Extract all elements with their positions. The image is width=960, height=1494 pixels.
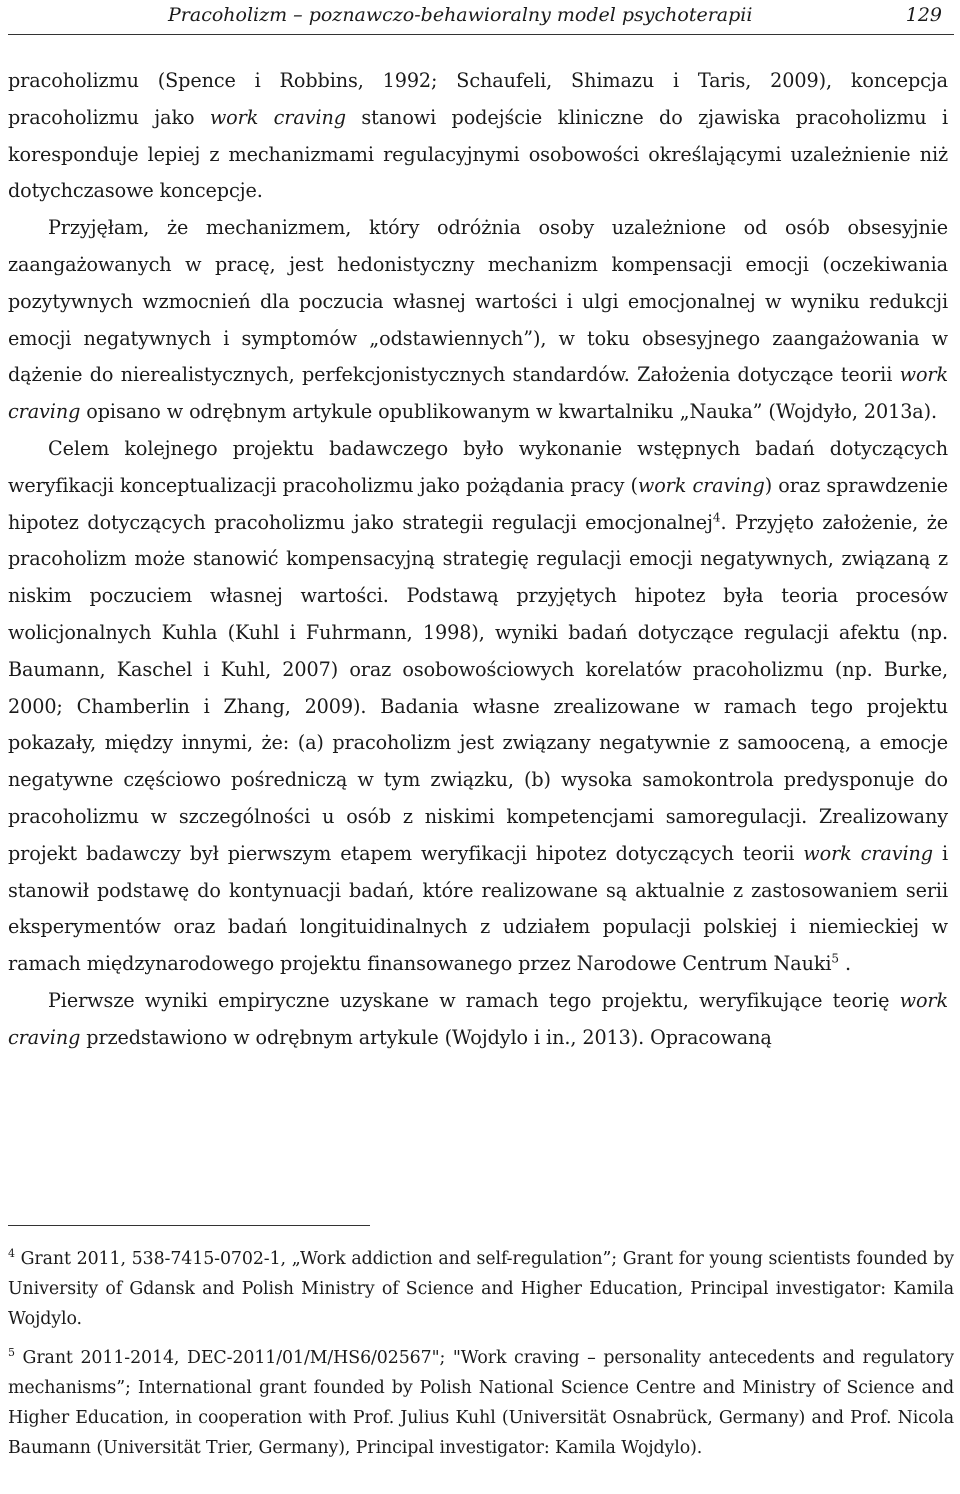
text-run: i stanowił podstawę do kontynuacji badań, które realizowane są aktualnie z zastosowaniem serii eksperymentów oraz badań longituidinalnych z udziałem populacji polskiej i niemieckiej w ramach międzynarodowego projektu finansowanego przez Narodowe Centrum Nauki — [8, 841, 948, 976]
footnote-rule — [8, 1225, 370, 1226]
footnote-4 — [8, 1244, 954, 1335]
footnote-5 — [8, 1343, 954, 1464]
footnote-ref-5[interactable]: 5 — [831, 951, 839, 966]
header-rule — [8, 34, 954, 35]
text-run: stanowi podejście kliniczne do zjawiska pracoholizmu i koresponduje lepiej z mechanizmami regulacyjnymi osobowości określającymi uzależnienie niż dotychczasowe koncepcje. — [8, 105, 948, 203]
document-page — [8, 0, 954, 1459]
footnote-mark: 5 — [8, 1345, 15, 1359]
page-number: 129 — [905, 4, 942, 26]
footnote-ref-4[interactable]: 4 — [712, 510, 721, 525]
running-title: Pracoholizm – poznawczo-behawioralny model psychoterapii — [168, 4, 753, 26]
emphasis-term: work craving — [209, 105, 346, 129]
paragraph-4 — [8, 983, 948, 1057]
body-text — [8, 63, 948, 1057]
text-run: . — [838, 952, 851, 976]
text-run: Pierwsze wyniki empiryczne uzyskane w ramach tego projektu, weryfikujące teorię — [48, 988, 900, 1012]
emphasis-term: work craving — [8, 363, 948, 424]
text-run: pracoholizmu (Spence i Robbins, 1992; Schaufeli, Shimazu i Taris, 2009), koncepcja pracoholizmu jako — [8, 69, 948, 129]
footnotes — [8, 1244, 954, 1471]
text-run: . Przyjęto założenie, że pracoholizm może stanowić kompensacyjną strategię regulacji emocji negatywnych, związaną z niskim poczuciem własnej wartości. Podstawą przyjętych hipotez była teoria procesów wolicjonalnych Kuhla (Kuhl i Fuhrmann, 1998), wyniki badań dotyczące regulacji afektu (np. Baumann, Kaschel i Kuhl, 2007) oraz osobowościowych korelatów pracoholizmu (np. Burke, 2000; Chamberlin i Zhang, 2009). Badania własne zrealizowane w ramach tego projektu pokazały, między innymi, że: (a) pracoholizm jest związany negatywnie z samooceną, a emocje negatywne częściowo pośredniczą w tym związku, (b) wysoka samokontrola predysponuje do pracoholizmu w szczególności u osób z niskimi kompetencjami samoregulacji. Zrealizowany projekt badawczy był pierwszym etapem weryfikacji hipotez dotyczących teorii — [8, 510, 949, 865]
text-run: ) oraz sprawdzenie hipotez dotyczących pracoholizmu jako strategii regulacji emocjonalnej — [8, 473, 948, 534]
emphasis-term: work craving — [637, 473, 765, 497]
paragraph-3 — [8, 431, 948, 983]
paragraph-1 — [8, 63, 948, 210]
text-run: opisano w odrębnym artykule opublikowanym w kwartalniku „Nauka” (Wojdyło, 2013a). — [80, 400, 938, 424]
emphasis-term: work craving — [803, 841, 933, 865]
emphasis-term: work craving — [8, 988, 948, 1049]
running-header — [8, 0, 948, 30]
footnote-mark: 4 — [8, 1247, 15, 1261]
footnote-text: Grant 2011, 538-7415-0702-1, „Work addiction and self-regulation”; Grant for young scientists founded by University of Gdansk and Polish Ministry of Science and Higher Education, Principal investigator: Kamila Wojdylo. — [8, 1249, 954, 1330]
paragraph-2 — [8, 210, 948, 431]
text-run: przedstawiono w odrębnym artykule (Wojdylo i in., 2013). Opracowaną — [80, 1025, 772, 1049]
text-run: Celem kolejnego projektu badawczego było wykonanie wstępnych badań dotyczących weryfikacji konceptualizacji pracoholizmu jako pożądania pracy ( — [8, 436, 948, 497]
text-run: Przyjęłam, że mechanizmem, który odróżnia osoby uzależnione od osób obsesyjnie zaangażowanych w pracę, jest hedonistyczny mechanizm kompensacji emocji (oczekiwania pozytywnych wzmocnień dla poczucia własnej wartości i ulgi emocjonalnej w wyniku redukcji emocji negatywnych i symptomów „odstawiennych”), w toku obsesyjnego zaangażowania w dążenie do nierealistycznych, perfekcjonistycznych standardów. Założenia dotyczące teorii — [8, 216, 948, 387]
footnote-text: Grant 2011-2014, DEC-2011/01/M/HS6/02567"; "Work craving – personality antecedents and regulatory mechanisms”; International grant founded by Polish National Science Centre and Ministry of Science and Higher Education, in cooperation with Prof. Julius Kuhl (Universität Osnabrück, Germany) and Prof. Nicola Baumann (Universität Trier, Germany), Principal investigator: Kamila Wojdylo). — [8, 1347, 954, 1459]
